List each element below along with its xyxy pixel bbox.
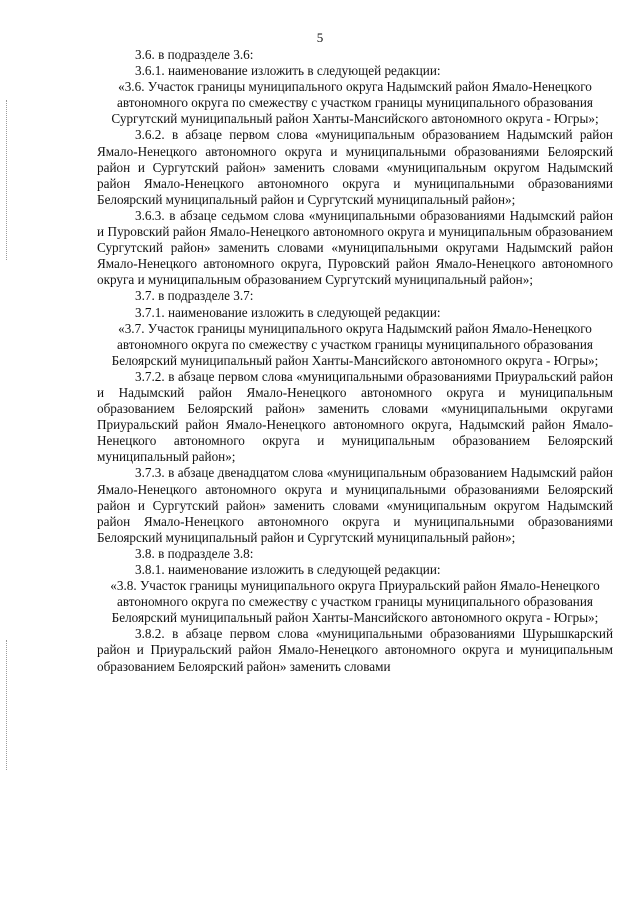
scan-margin-mark-top [6,100,8,260]
paragraph: 3.6.1. наименование изложить в следующей редакции: [135,63,441,79]
paragraph: 3.6.3. в абзаце седьмом слова «муниципальными образованиями Надымский район и Пуровский район Ямало-Ненецкого автономного округа и муниципальным образованием Сургутский район» заменить словами «муниципальными округами Надымский район Ямало-Ненецкого автономного округа, Пуровский район Ямало-Ненецкого автономного округа и муниципальным образованием Сургутский муниципальный район»; [97,207,613,288]
paragraph: 3.8. в подразделе 3.8: [135,545,254,561]
paragraph: 3.7.3. в абзаце двенадцатом слова «муниципальным образованием Надымский район Ямало-Ненецкого автономного округа и муниципальными образованиями Белоярский район и Сургутский район» заменить словами «муниципальным округом Надымский район Ямало-Ненецкого автономного округа и муниципальными образованиями Белоярский муниципальный район и Сургутский муниципальный район»; [97,465,613,545]
document-body [97,47,613,675]
paragraph: 3.8.1. наименование изложить в следующей редакции: [135,562,441,577]
page-number: 5 [316,30,324,45]
paragraph: 3.8.2. в абзаце первом слова «муниципальными образованиями Шурышкарский район и Приуральский район Ямало-Ненецкого автономного округа и муниципальным образованием Белоярский район» заменить словами [97,626,613,674]
paragraph: 3.7.1. наименование изложить в следующей редакции: [135,304,441,320]
quoted-heading: «3.6. Участок границы муниципального округа Надымский район Ямало-Ненецкого автономного округа по смежеству с участком границы муниципального образования Сургутский муниципальный район Ханты-Мансийского автономного округа - Югры»; [111,79,599,127]
scan-margin-mark-bottom [6,640,8,770]
quoted-heading: «3.7. Участок границы муниципального округа Надымский район Ямало-Ненецкого автономного округа по смежеству с участком границы муниципального образования Белоярский муниципальный район Ханты-Мансийского автономного округа - Югры»; [111,320,599,368]
paragraph: 3.7.2. в абзаце первом слова «муниципальными образованиями Приуральский район и Надымский район Ямало-Ненецкого автономного округа и муниципальным образованием Белоярский район» заменить словами «муниципальными округами Приуральский район Ямало-Ненецкого автономного округа, Надымский район Ямало-Ненецкого автономного округа и муниципальным образованием Белоярский муниципальный район»; [97,368,613,465]
paragraph: 3.6.2. в абзаце первом слова «муниципальным образованием Надымский район Ямало-Ненецкого автономного округа и муниципальными образованиями Белоярский район и Сургутский район» заменить словами «муниципальным округом Надымский район Ямало-Ненецкого автономного округа и муниципальными образованиями Белоярский муниципальный район и Сургутский муниципальный район»; [97,127,613,207]
quoted-heading: «3.8. Участок границы муниципального округа Приуральский район Ямало-Ненецкого автономного округа по смежеству с участком границы муниципального образования Белоярский муниципальный район Ханты-Мансийского автономного округа - Югры»; [110,578,600,626]
paragraph: 3.6. в подразделе 3.6: [135,47,254,62]
paragraph: 3.7. в подразделе 3.7: [135,288,254,304]
